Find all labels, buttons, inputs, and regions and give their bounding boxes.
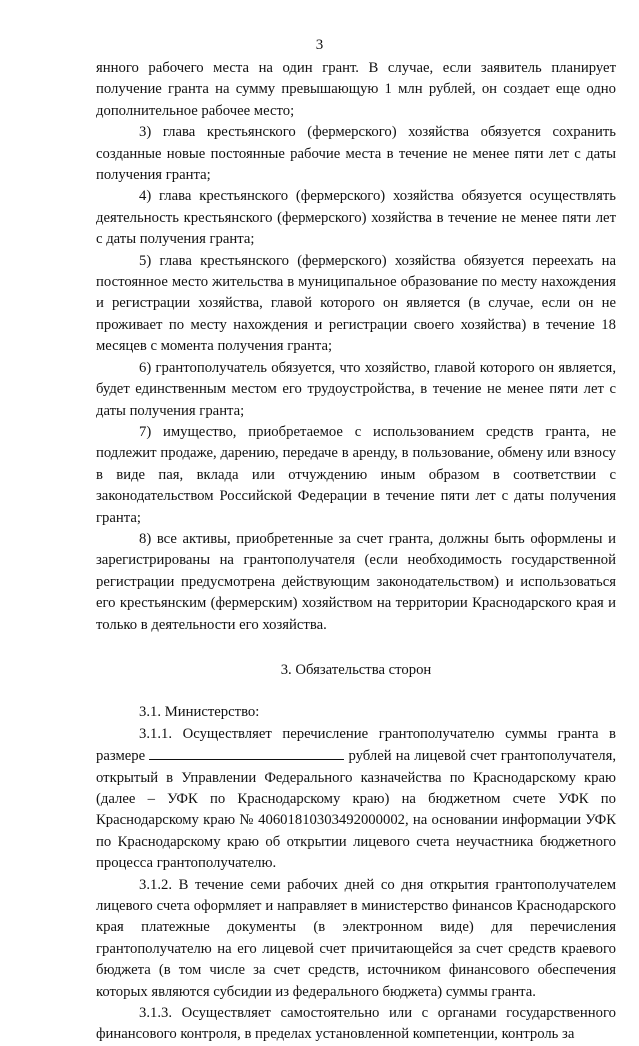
- section-title: 3. Обязательства сторон: [280, 661, 432, 678]
- page-number: 3: [315, 37, 324, 53]
- obligation-item-8: 8) все активы, приобретенные за счет гранта, должны быть оформлены и зарегистрированы на грантополучателя (если необходимость государственной регистрации предусмотрена действующим законодательством) и использоваться его крестьянским (фермерским) хозяйством на территории Краснодарского края и только в деятельности его хозяйства.: [96, 530, 616, 633]
- grant-amount-blank-field: [149, 745, 344, 760]
- item-3-1-3-paragraph: 3.1.3. Осуществляет самостоятельно или с органами государственного финансового контроля, в пределах установленной компетенции, контроль за: [96, 1005, 616, 1043]
- item-3-1-1-text-after: рублей на лицевой счет грантополучателя, открытый в Управлении Федерального казначейства по Краснодарскому краю (далее – УФК по Краснодарскому краю) на бюджетном счете УФК по Краснодарскому краю № 40601810303492000002, на основании информации УФК по Краснодарскому краю об открытии лицевого счета неучастника бюджетного процесса грантополучателю.: [96, 748, 617, 872]
- obligation-item-5: 5) глава крестьянского (фермерского) хозяйства обязуется переехать на постоянное место жительства в муниципальное образование по месту нахождения и регистрации хозяйства, главой которого он является (в случае, если он не проживает по месту нахождения и регистрации своего хозяйства) в течение 18 месяцев с момента получения гранта;: [96, 252, 616, 355]
- obligation-item-7: 7) имущество, приобретаемое с использованием средств гранта, не подлежит продаже, дарению, передаче в аренду, в пользование, обмену или взносу в виде пая, вклада или отчуждению иным образом в соответствии с законодательством Российской Федерации в течение пяти лет с даты получения гранта;: [96, 423, 616, 526]
- item-3-1-2-paragraph: 3.1.2. В течение семи рабочих дней со дня открытия грантополучателем лицевого счета оформляет и направляет в министерство финансов Краснодарского края платежные документы (в электронном виде) для перечисления грантополучателю на его лицевой счет причитающейся за счет средств краевого бюджета (в том числе за счет средств, источником финансового обеспечения которых являются субсидии из федерального бюджета) суммы гранта.: [96, 876, 616, 1000]
- obligation-item-4: 4) глава крестьянского (фермерского) хозяйства обязуется осуществлять деятельность крестьянского (фермерского) хозяйства в течение не менее пяти лет с даты получения гранта;: [96, 188, 616, 248]
- intro-continuation-paragraph: янного рабочего места на один грант. В случае, если заявитель планирует получение гранта на сумму превышающую 1 млн рублей, он создает еще одно дополнительное рабочее место;: [96, 60, 616, 119]
- obligation-item-3: 3) глава крестьянского (фермерского) хозяйства обязуется сохранить созданные новые постоянные рабочие места в течение не менее пяти лет с даты получения гранта;: [96, 124, 616, 184]
- document-body: [96, 58, 616, 1046]
- item-3-1-1-text-before: 3.1.1. Осуществляет перечисление грантополучателю суммы гранта в размере: [96, 725, 616, 765]
- item-3-1-1-paragraph: [96, 724, 616, 875]
- subsection-title: 3.1. Министерство:: [139, 704, 260, 721]
- obligation-item-6: 6) грантополучатель обязуется, что хозяйство, главой которого он является, будет единственным местом его трудоустройства, в течение не менее пяти лет с даты получения гранта;: [96, 359, 616, 419]
